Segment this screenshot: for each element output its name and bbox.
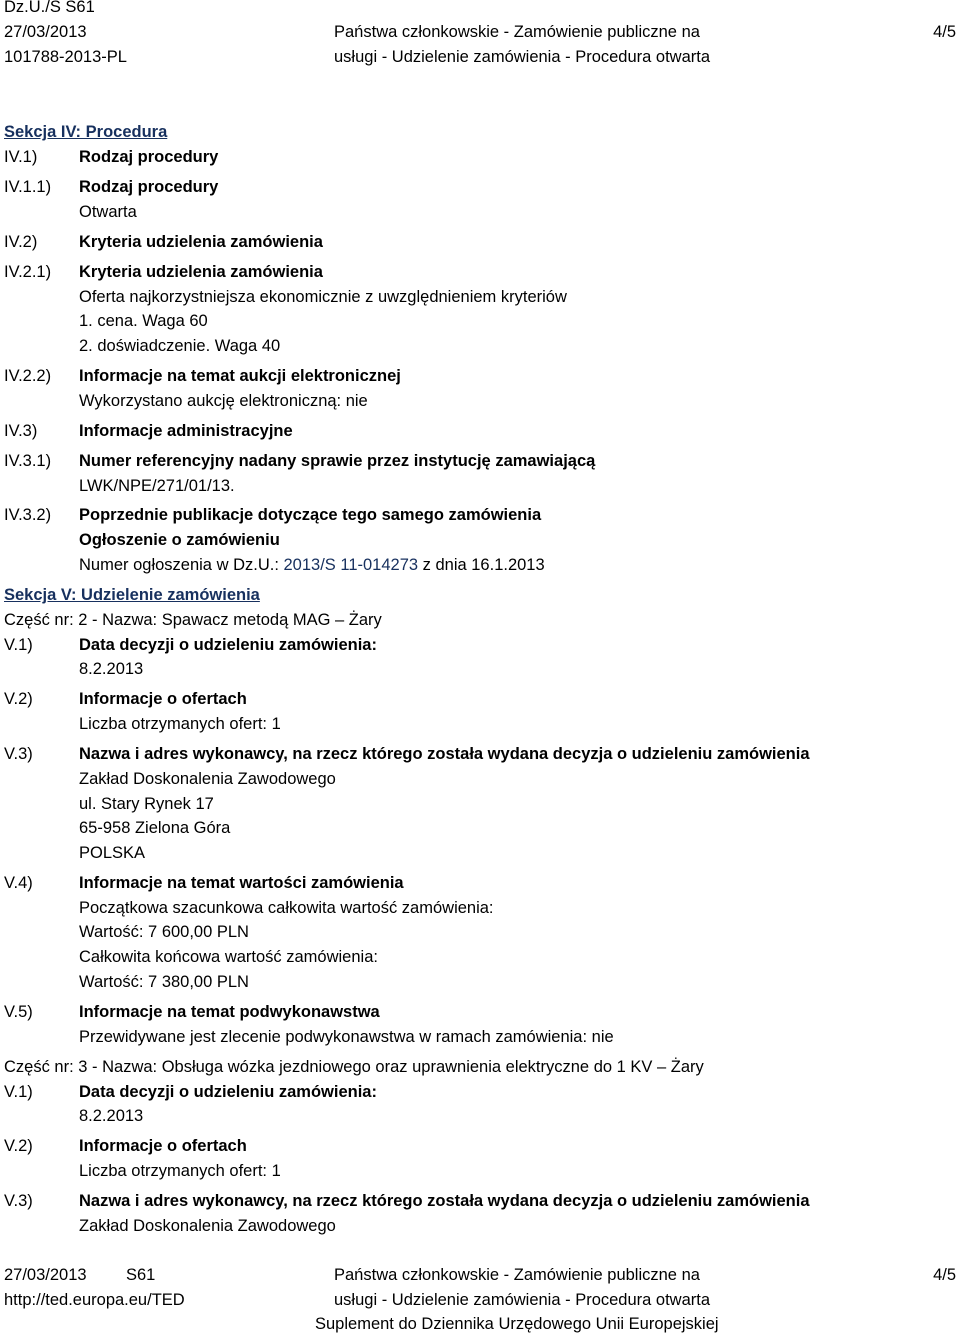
footer-title-line2: usługi - Udzielenie zamówienia - Procedura otwarta bbox=[334, 1291, 711, 1309]
item-label: Nazwa i adres wykonawcy, na rzecz którego została wydana decyzja o udzieleniu zamówienia bbox=[79, 745, 810, 763]
item-number: V.5) bbox=[4, 1003, 33, 1021]
item-value: Oferta najkorzystniejsza ekonomicznie z uwzględnieniem kryteriów bbox=[79, 288, 567, 306]
item-label: Rodzaj procedury bbox=[79, 148, 219, 166]
contractor-country: POLSKA bbox=[79, 844, 146, 862]
item-label: Informacje na temat aukcji elektronicznej bbox=[79, 367, 401, 385]
item-value: Wartość: 7 380,00 PLN bbox=[79, 973, 249, 991]
item-value: Początkowa szacunkowa całkowita wartość zamówienia: bbox=[79, 899, 494, 917]
item-value: Wartość: 7 600,00 PLN bbox=[79, 923, 249, 941]
item-label: Data decyzji o udzieleniu zamówienia: bbox=[79, 636, 377, 654]
header-doc-id: 101788-2013-PL bbox=[4, 48, 127, 66]
previous-notice-link[interactable]: 2013/S 11-014273 bbox=[283, 556, 419, 574]
footer-journal: S61 bbox=[126, 1266, 156, 1284]
footer-url[interactable]: http://ted.europa.eu/TED bbox=[4, 1291, 185, 1309]
footer-title-line1: Państwa członkowskie - Zamówienie publiczne na bbox=[334, 1266, 700, 1284]
item-number: IV.2.2) bbox=[4, 367, 52, 385]
section-v-heading: Sekcja V: Udzielenie zamówienia bbox=[4, 586, 260, 604]
previous-notice-line bbox=[79, 555, 545, 575]
item-value: Liczba otrzymanych ofert: 1 bbox=[79, 1162, 281, 1180]
footer-title-line3: Suplement do Dziennika Urzędowego Unii Europejskiej bbox=[315, 1315, 719, 1333]
item-sublabel: Ogłoszenie o zamówieniu bbox=[79, 531, 280, 549]
item-number: V.1) bbox=[4, 636, 33, 654]
item-value: LWK/NPE/271/01/13. bbox=[79, 477, 235, 495]
item-value: 8.2.2013 bbox=[79, 1107, 144, 1125]
item-label: Nazwa i adres wykonawcy, na rzecz którego została wydana decyzja o udzieleniu zamówienia bbox=[79, 1192, 810, 1210]
item-value: Przewidywane jest zlecenie podwykonawstwa w ramach zamówienia: nie bbox=[79, 1028, 614, 1046]
item-label: Rodzaj procedury bbox=[79, 178, 219, 196]
previous-notice-suffix: z dnia 16.1.2013 bbox=[418, 556, 545, 574]
item-label: Informacje na temat wartości zamówienia bbox=[79, 874, 404, 892]
item-value: Wykorzystano aukcję elektroniczną: nie bbox=[79, 392, 368, 410]
item-number: V.1) bbox=[4, 1083, 33, 1101]
item-number: IV.1) bbox=[4, 148, 38, 166]
item-value: Otwarta bbox=[79, 203, 137, 221]
header-journal: Dz.U./S S61 bbox=[4, 0, 95, 16]
item-number: IV.2) bbox=[4, 233, 38, 251]
contractor-city: 65-958 Zielona Góra bbox=[79, 819, 231, 837]
item-value: 1. cena. Waga 60 bbox=[79, 312, 208, 330]
item-label: Informacje o ofertach bbox=[79, 1137, 247, 1155]
item-number: IV.2.1) bbox=[4, 263, 52, 281]
item-value: Całkowita końcowa wartość zamówienia: bbox=[79, 948, 378, 966]
item-label: Informacje o ofertach bbox=[79, 690, 247, 708]
item-number: V.2) bbox=[4, 1137, 33, 1155]
item-label: Numer referencyjny nadany sprawie przez instytucję zamawiającą bbox=[79, 452, 596, 470]
item-number: V.3) bbox=[4, 745, 33, 763]
section-iv-heading: Sekcja IV: Procedura bbox=[4, 123, 168, 141]
item-label: Informacje na temat podwykonawstwa bbox=[79, 1003, 380, 1021]
item-number: IV.3.1) bbox=[4, 452, 52, 470]
item-number: IV.1.1) bbox=[4, 178, 52, 196]
item-number: V.3) bbox=[4, 1192, 33, 1210]
footer-date: 27/03/2013 bbox=[4, 1266, 87, 1284]
item-label: Kryteria udzielenia zamówienia bbox=[79, 263, 323, 281]
item-number: V.2) bbox=[4, 690, 33, 708]
item-number: IV.3.2) bbox=[4, 506, 52, 524]
contractor-name: Zakład Doskonalenia Zawodowego bbox=[79, 770, 336, 788]
part-title: Część nr: 2 - Nazwa: Spawacz metodą MAG – Żary bbox=[4, 611, 382, 629]
item-label: Kryteria udzielenia zamówienia bbox=[79, 233, 323, 251]
contractor-street: ul. Stary Rynek 17 bbox=[79, 795, 214, 813]
header-title-line2: usługi - Udzielenie zamówienia - Procedura otwarta bbox=[334, 48, 711, 66]
item-label: Poprzednie publikacje dotyczące tego samego zamówienia bbox=[79, 506, 542, 524]
item-label: Data decyzji o udzieleniu zamówienia: bbox=[79, 1083, 377, 1101]
item-number: IV.3) bbox=[4, 422, 38, 440]
footer-page-number: 4/5 bbox=[933, 1266, 956, 1284]
item-value: 8.2.2013 bbox=[79, 660, 144, 678]
header-date: 27/03/2013 bbox=[4, 23, 87, 41]
header-title-line1: Państwa członkowskie - Zamówienie publiczne na bbox=[334, 23, 700, 41]
item-number: V.4) bbox=[4, 874, 33, 892]
part-title: Część nr: 3 - Nazwa: Obsługa wózka jezdniowego oraz uprawnienia elektryczne do 1 KV – Żary bbox=[4, 1058, 704, 1076]
contractor-name: Zakład Doskonalenia Zawodowego bbox=[79, 1217, 336, 1235]
item-value: Liczba otrzymanych ofert: 1 bbox=[79, 715, 281, 733]
item-label: Informacje administracyjne bbox=[79, 422, 293, 440]
item-value: 2. doświadczenie. Waga 40 bbox=[79, 337, 281, 355]
header-page-number: 4/5 bbox=[933, 23, 956, 41]
previous-notice-prefix: Numer ogłoszenia w Dz.U.: bbox=[79, 556, 284, 574]
